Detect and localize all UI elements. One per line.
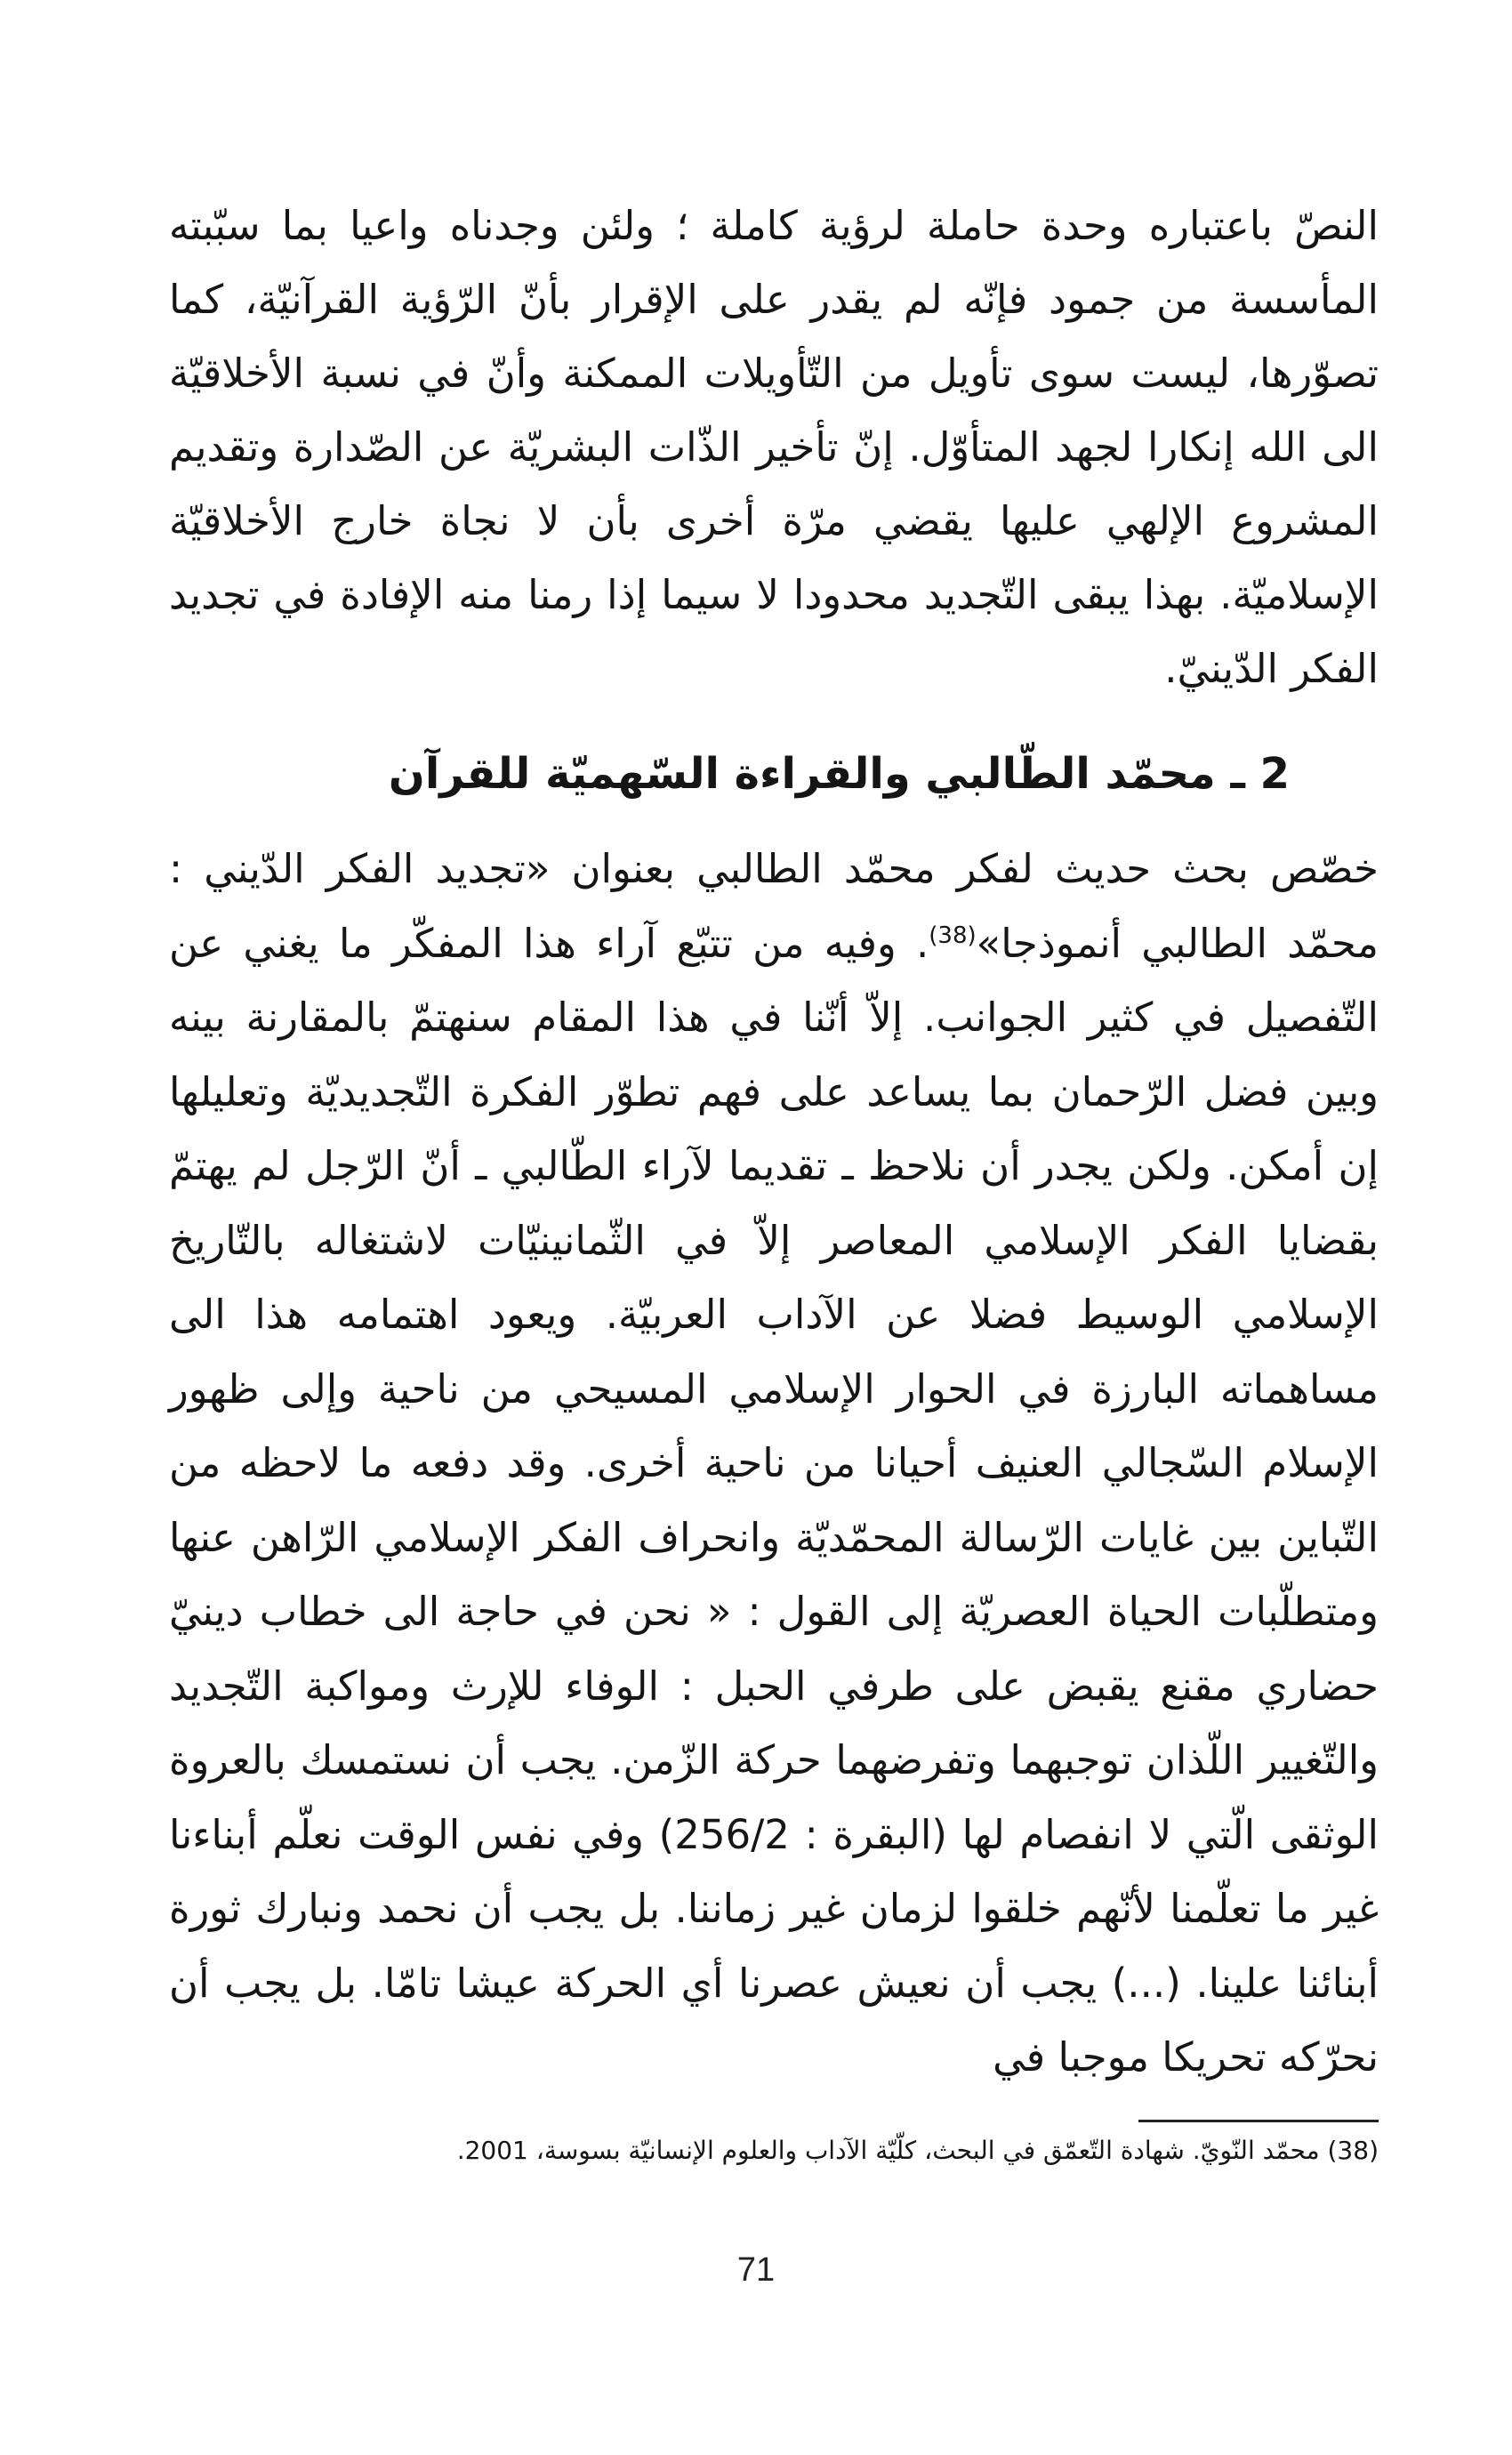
paragraph-main-rest: . وفيه من تتبّع آراء هذا المفكّر ما يغني عن التّفصيل في كثير الجوانب. إلاّ أنّنا في هذا المقام سنهتمّ بالمقارنة بينه وبين فضل الرّحمان بما يساعد على فهم تطوّر الفكرة التّجديديّة وتعليلها إن أمكن. ولكن يجدر أن نلاحظ ـ تقديما لآراء الطّالبي ـ أنّ الرّجل لم يهتمّ بقضايا الفكر الإسلامي المعاصر إلاّ في الثّمانينيّات لاشتغاله بالتّاريخ الإسلامي الوسيط فضلا عن الآداب العربيّة. ويعود اهتمامه هذا الى مساهماته البارزة في الحوار الإسلامي المسيحي من ناحية وإلى ظهور الإسلام السّجالي العنيف أحيانا من ناحية أخرى. وقد دفعه ما لاحظه من التّباين بين غايات الرّسالة المحمّديّة وانحراف الفكر الإسلامي الرّاهن عنها ومتطلّبات الحياة العصريّة إلى القول : « نحن في حاجة الى خطاب دينيّ حضاري مقنع يقبض على طرفي الحبل : الوفاء للإرث ومواكبة التّجديد والتّغيير اللّذان توجبهما وتفرضهما حركة الزّمن. يجب أن نستمسك بالعروة الوثقى الّتي لا انفصام لها (البقرة : 256/2) وفي نفس الوقت نعلّم أبناءنا غير ما تعلّمنا لأنّهم خلقوا لزمان غير زماننا. بل يجب أن نحمد ونبارك ثورة أبنائنا علينا. (...) يجب أن نعيش عصرنا أي الحركة عيشا تامّا. بل يجب أن نحرّكه تحريكا موجبا في <box>169 919 1379 2081</box>
body-paragraph-top: النصّ باعتباره وحدة حاملة لرؤية كاملة ؛ ولئن وجدناه واعيا بما سبّبته المأسسة من جمود فإنّه لم يقدر على الإقرار بأنّ الرّؤية القرآنيّة، كما تصوّرها، ليست سوى تأويل من التّأويلات الممكنة وأنّ في نسبة الأخلاقيّة الى الله إنكارا لجهد المتأوّل. إنّ تأخير الذّات البشريّة عن الصّدارة وتقديم المشروع الإلهي عليها يقضي مرّة أخرى بأن لا نجاة خارج الأخلاقيّة الإسلاميّة. بهذا يبقى التّجديد محدودا لا سيما إذا رمنا منه الإفادة في تجديد الفكر الدّينيّ. <box>169 202 1379 692</box>
paragraph-main-start: خصّص بحث حديث لفكر محمّد الطالبي بعنوان «تجديد الفكر الدّيني : محمّد الطالبي أنموذجا» <box>169 845 1379 967</box>
footnote-divider <box>1138 2120 1379 2122</box>
body-paragraph-main <box>169 832 1379 2095</box>
footnote-reference: (38) <box>929 922 977 949</box>
footnote-text: (38) محمّد النّويّ. شهادة التّعمّق في البحث، كلّيّة الآداب والعلوم الإنسانيّة بسوسة، 2001. <box>456 2136 1379 2165</box>
section-heading: 2 ـ محمّد الطّالبي والقراءة السّهميّة للقرآن <box>388 749 1290 799</box>
page-number: 71 <box>736 2251 776 2289</box>
